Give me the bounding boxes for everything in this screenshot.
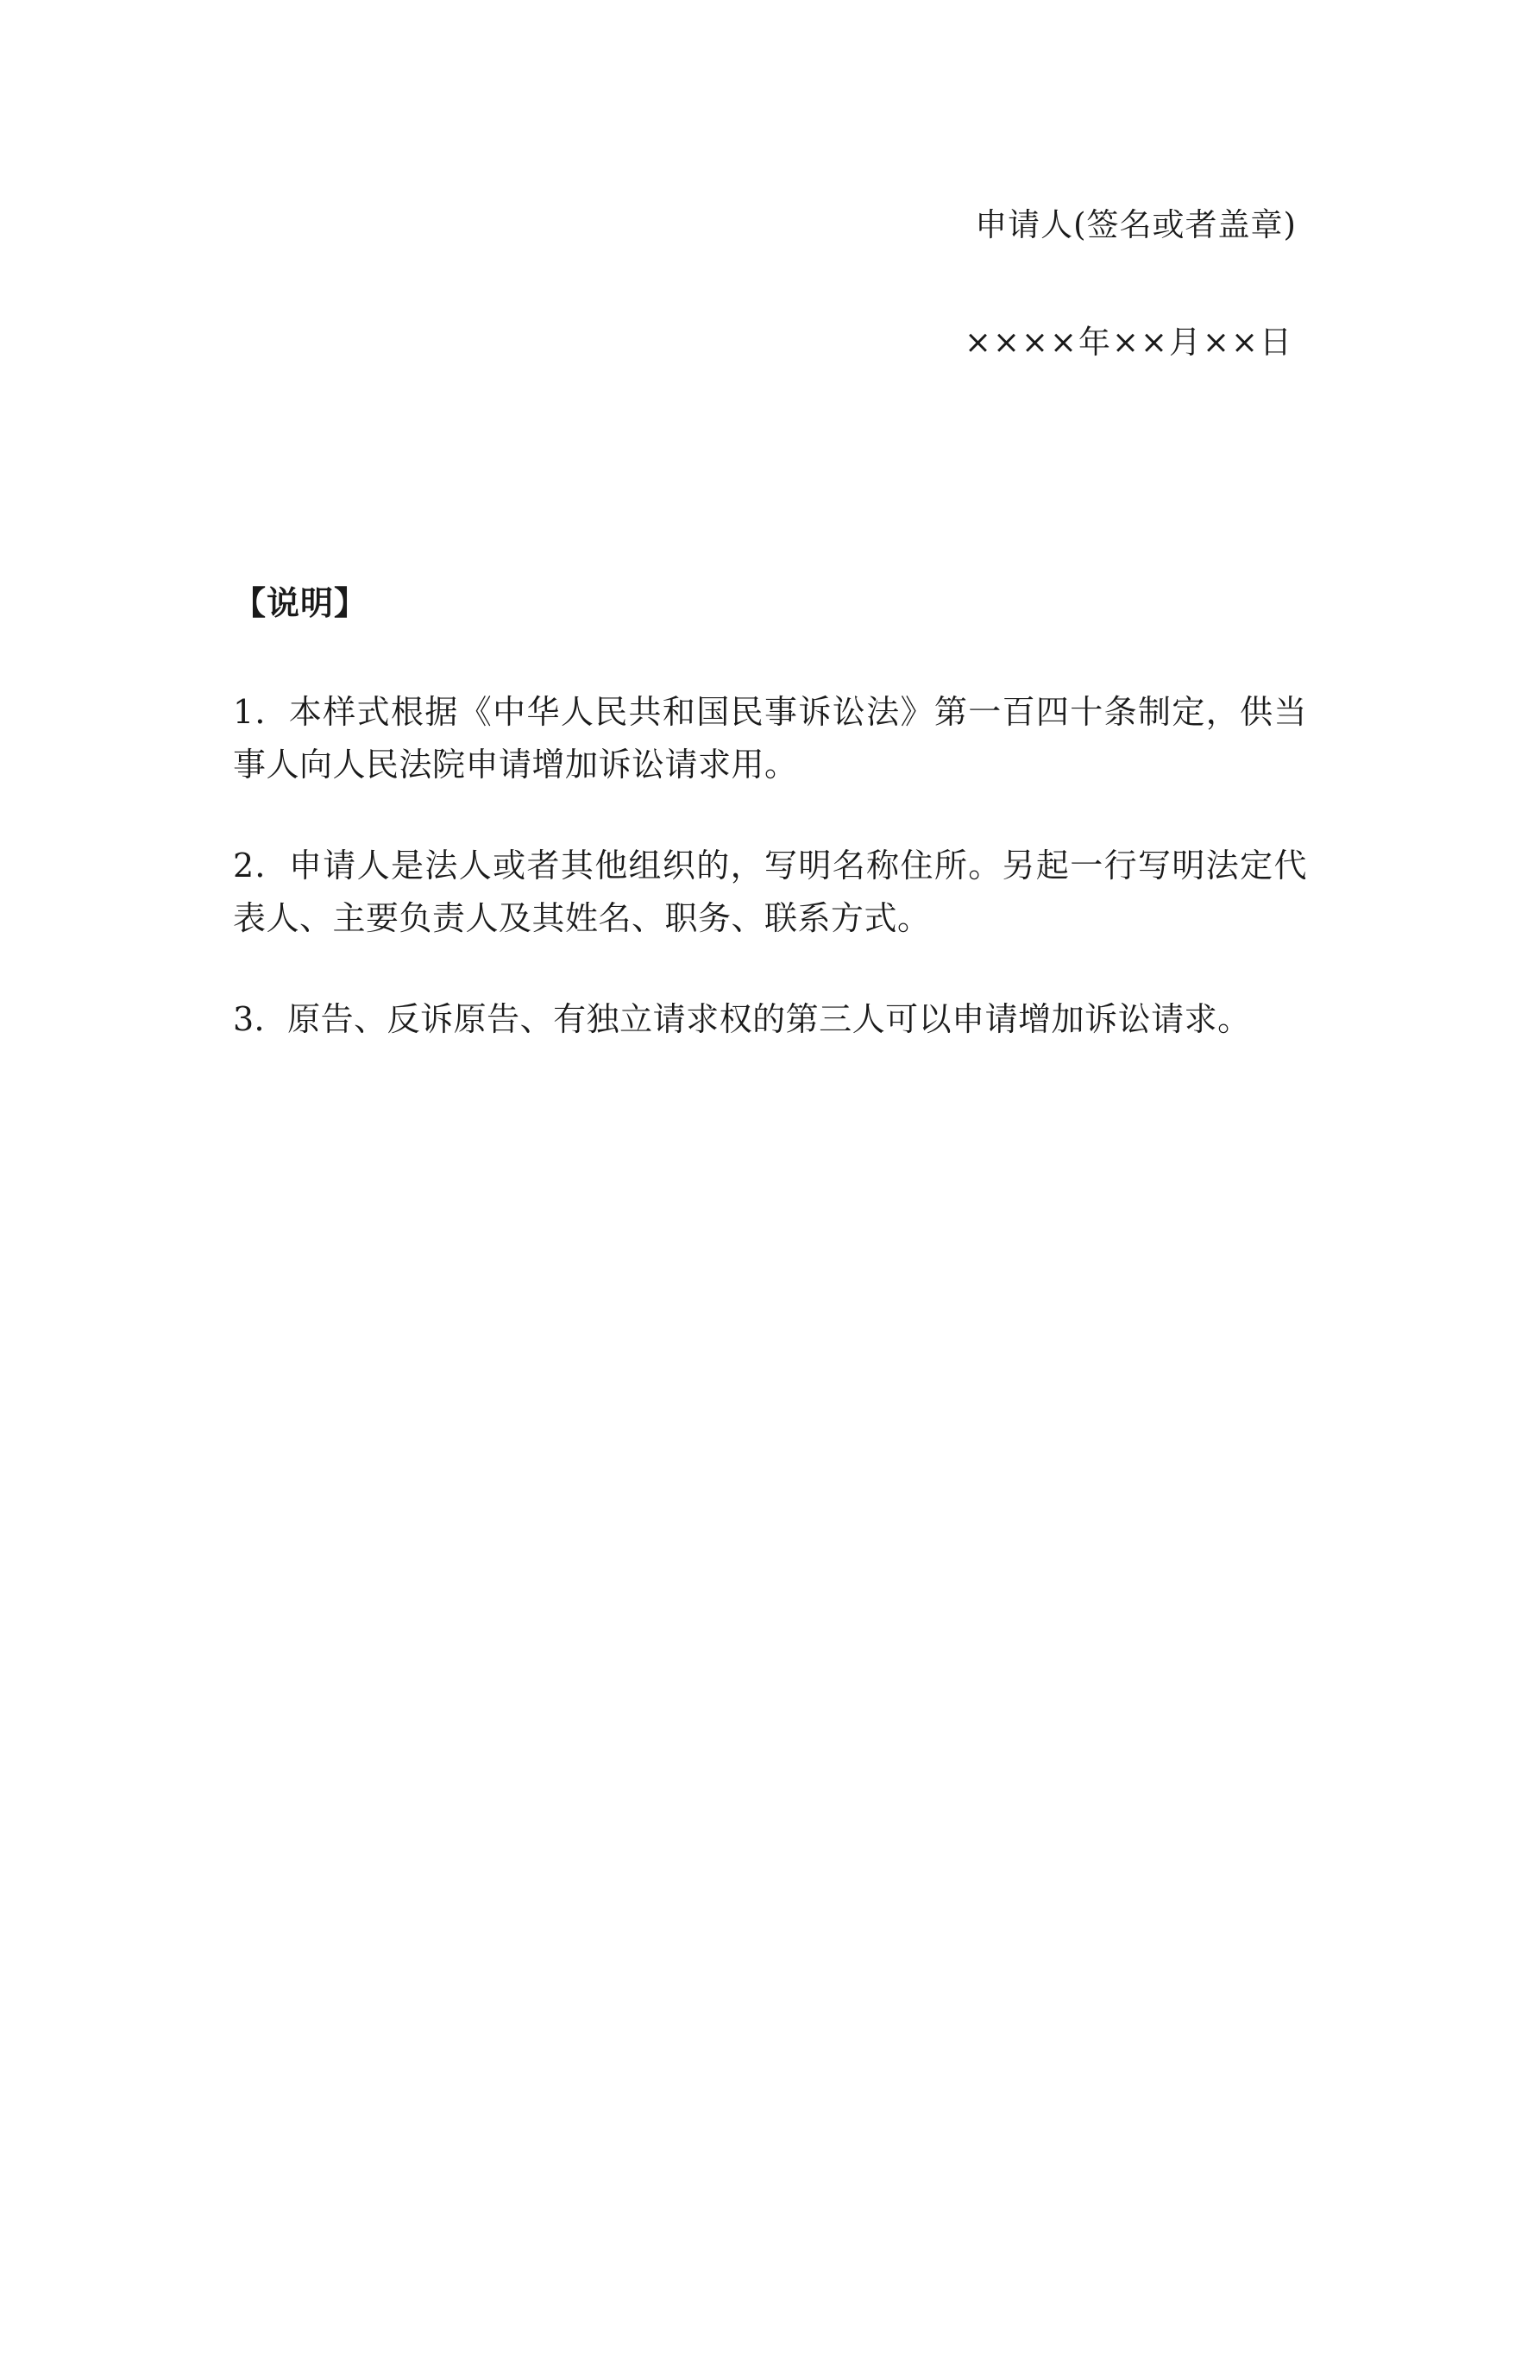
notes-heading: 【说明】 xyxy=(233,582,368,622)
note-item-3: 3．原告、反诉原告、有独立请求权的第三人可以申请增加诉讼请求。 xyxy=(233,999,1251,1038)
note-item-2: 2．申请人是法人或者其他组织的，写明名称住所。另起一行写明法定代表人、主要负责人及其姓名、职务、联系方式。 xyxy=(233,846,1307,938)
signature-block xyxy=(233,203,1307,365)
document-page xyxy=(0,203,1540,2380)
applicant-signature-line: 申请人(签名或者盖章) xyxy=(975,206,1297,243)
note-item-1: 1．本样式根据《中华人民共和国民事诉讼法》第一百四十条制定，供当事人向人民法院申请增加诉讼请求用。 xyxy=(233,692,1307,784)
signature-date-line: ××××年××月××日 xyxy=(964,323,1293,361)
